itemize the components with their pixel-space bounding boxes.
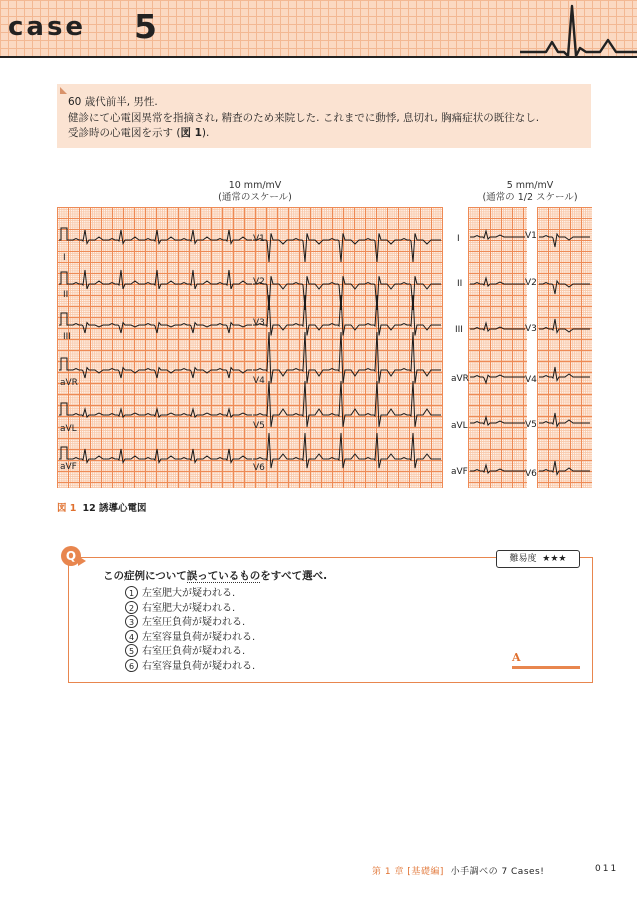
case-line-1: 60 歳代前半, 男性. — [68, 96, 158, 108]
half-ecg-trace-avr — [470, 375, 525, 383]
case-line-2: 健診にて心電図異常を指摘され, 精査のため来院した. これまでに動悸, 息切れ, 胸痛症状の既往なし. — [68, 111, 540, 124]
half-lead-label-avf: aVF — [451, 467, 468, 477]
ecg-trace-iii — [59, 313, 252, 333]
half-ecg-trace-avf — [470, 465, 525, 473]
answer-label: A — [512, 651, 521, 664]
half-ecg-trace-v6 — [539, 461, 590, 475]
half-ecg-trace-avl — [470, 417, 525, 425]
half-ecg-trace-iii — [470, 323, 525, 331]
lead-label-i: I — [63, 253, 66, 263]
half-ecg-trace-v4 — [539, 367, 590, 381]
case-line-3: 受診時の心電図を示す (図 1). — [68, 127, 210, 139]
figure-reference: 図 1 — [180, 127, 202, 139]
half-lead-label-v4: V4 — [525, 375, 537, 385]
lead-label-ii: II — [63, 290, 69, 300]
ecg-trace-avf — [59, 447, 252, 463]
left-scale-label: 10 mm/mV (通常のスケール) — [218, 180, 292, 203]
footer-chapter: 第 1 章 [基礎編] — [372, 867, 444, 877]
option-item: 2 右室肥大が疑われる. — [125, 601, 255, 616]
difficulty-label: 難易度 — [509, 554, 537, 564]
half-ecg-trace-ii — [470, 278, 525, 286]
half-ecg-trace-v5 — [539, 413, 590, 427]
option-item: 6 右室容量負荷が疑われる. — [125, 659, 255, 674]
lead-label-iii: III — [63, 332, 71, 342]
ecg-chest-half-scale-grid — [537, 207, 592, 488]
ecg-trace-avl — [59, 403, 252, 417]
case-description — [68, 95, 539, 142]
half-lead-label-avr: aVR — [451, 374, 469, 384]
half-ecg-trace-i — [470, 231, 525, 239]
question-emphasis: 誤っているもの — [186, 570, 261, 582]
half-ecg-trace-v2 — [539, 281, 590, 294]
answer-blank — [512, 666, 580, 669]
case-number: 5 — [134, 7, 157, 46]
figure-title: 12 誘導心電図 — [82, 503, 147, 514]
page-number: 011 — [595, 864, 619, 874]
ecg-12-lead-grid — [57, 207, 443, 488]
figure-number: 図 1 — [57, 503, 77, 514]
ecg-trace-v1 — [253, 233, 441, 262]
corner-mark-icon — [60, 87, 67, 94]
difficulty-badge — [496, 550, 580, 568]
lead-label-v3: V3 — [253, 318, 265, 328]
question-title: この症例について誤っているものをすべて選べ. — [103, 570, 328, 582]
page-footer — [372, 864, 544, 877]
option-item: 4 左室容量負荷が疑われる. — [125, 630, 255, 645]
lead-label-v5: V5 — [253, 421, 265, 431]
footer-title: 小手調べの 7 Cases! — [450, 867, 545, 877]
half-lead-label-v5: V5 — [525, 420, 537, 430]
half-lead-label-v1: V1 — [525, 231, 537, 241]
half-lead-label-ii: II — [457, 279, 463, 289]
question-options — [125, 586, 255, 674]
figure-caption — [57, 500, 147, 514]
half-lead-label-v2: V2 — [525, 278, 537, 288]
right-scale-label: 5 mm/mV (通常の 1/2 スケール) — [482, 180, 578, 203]
half-lead-label-v6: V6 — [525, 469, 537, 479]
ecg-trace-v3 — [253, 295, 441, 336]
half-lead-label-i: I — [457, 234, 460, 244]
half-lead-label-iii: III — [455, 325, 463, 335]
half-lead-label-v3: V3 — [525, 324, 537, 334]
ecg-trace-ii — [59, 270, 252, 289]
lead-label-v1: V1 — [253, 234, 265, 244]
ecg-trace-v4 — [253, 332, 441, 383]
half-lead-label-avl: aVL — [451, 421, 468, 431]
option-item: 1 左室肥大が疑われる. — [125, 586, 255, 601]
question-badge: Q — [61, 546, 81, 566]
difficulty-stars: ★★★ — [542, 554, 567, 564]
ecg-limb-half-scale-grid — [468, 207, 527, 488]
option-item: 5 右室圧負荷が疑われる. — [125, 644, 255, 659]
ecg-wave-logo-icon — [520, 0, 637, 58]
lead-label-v4: V4 — [253, 376, 265, 386]
ecg-trace-v6 — [253, 433, 441, 468]
case-label: case — [8, 12, 87, 42]
lead-label-v6: V6 — [253, 463, 265, 473]
lead-label-v2: V2 — [253, 277, 265, 287]
half-ecg-trace-v1 — [539, 234, 590, 247]
ecg-trace-v5 — [253, 381, 441, 427]
lead-label-avf: aVF — [60, 462, 77, 472]
half-ecg-trace-v3 — [539, 319, 590, 333]
ecg-trace-i — [59, 228, 252, 244]
option-item: 3 左室圧負荷が疑われる. — [125, 615, 255, 630]
ecg-trace-avr — [59, 358, 252, 378]
header-rule — [0, 56, 637, 58]
lead-label-avl: aVL — [60, 424, 77, 434]
lead-label-avr: aVR — [60, 378, 78, 388]
